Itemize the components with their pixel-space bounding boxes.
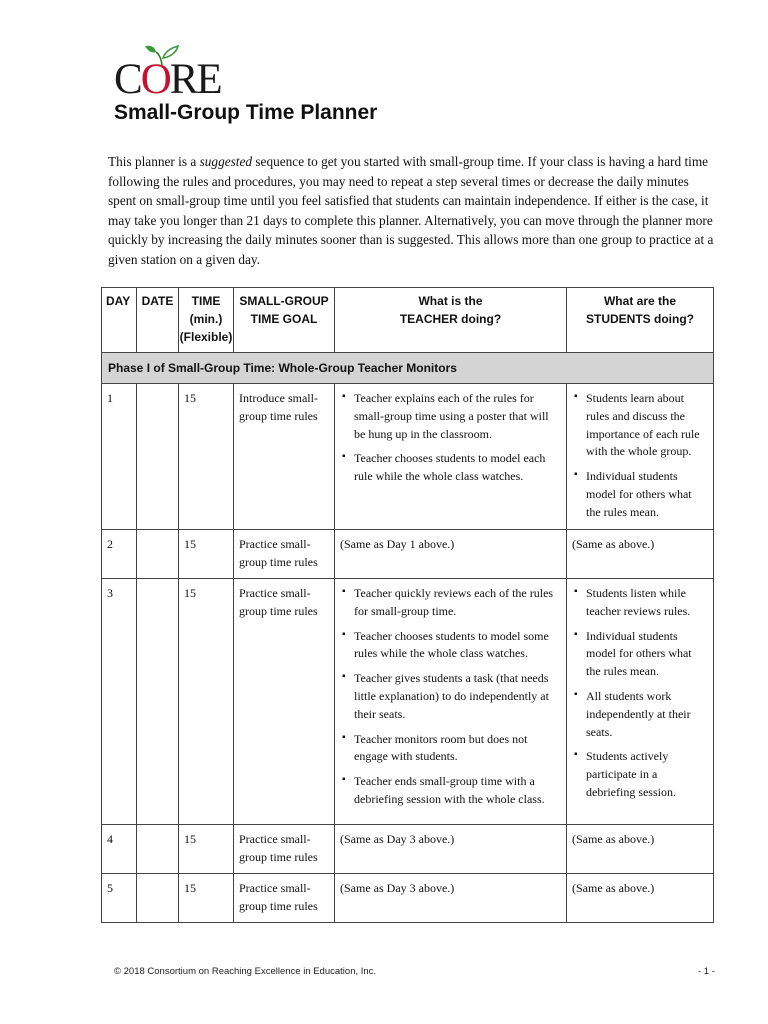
time-cell: 15	[179, 384, 234, 530]
list-item: ▪ Teacher chooses students to model some rules while the whole class watches.	[340, 628, 562, 664]
header-time: TIME (min.) (Flexible)	[179, 288, 234, 353]
time-cell: 15	[179, 579, 234, 825]
table-row	[102, 384, 714, 530]
teacher-cell: (Same as Day 3 above.)	[335, 874, 567, 923]
day-cell: 2	[102, 530, 137, 579]
header-goal: SMALL-GROUP TIME GOAL	[234, 288, 335, 353]
date-cell	[137, 530, 179, 579]
core-logo	[114, 44, 234, 106]
date-cell	[137, 825, 179, 874]
list-item: ▪ All students work independently at their seats.	[572, 688, 709, 741]
date-cell	[137, 874, 179, 923]
intro-paragraph: This planner is a suggested sequence to get you started with small-group time. If your class is having a hard time following the rules and procedures, you may need to repeat a step several times or decrease the daily minutes spent on small-group time until you feel satisfied that students can maintain independence. If either is the case, it may take you longer than 21 days to complete this planner. Alternatively, you can move through the planner more quickly by increasing the daily minutes sooner than is suggested. This allows more than one group to practice at a given station on a given day.	[108, 154, 714, 267]
page-title: Small-Group Time Planner	[114, 101, 378, 124]
list-item: ▪ Teacher monitors room but does not engage with students.	[340, 731, 562, 767]
students-cell	[567, 384, 714, 530]
list-item: ▪ Teacher chooses students to model each rule while the whole class watches.	[340, 450, 562, 486]
list-item: ▪ Teacher quickly reviews each of the rules for small-group time.	[340, 585, 562, 621]
teacher-cell	[335, 579, 567, 825]
list-item: ▪ Teacher explains each of the rules for small-group time using a poster that will be hung up in the classroom.	[340, 390, 562, 443]
header-row	[102, 288, 714, 353]
students-cell: (Same as above.)	[567, 825, 714, 874]
goal-cell: Practice small-group time rules	[234, 530, 335, 579]
teacher-cell: (Same as Day 1 above.)	[335, 530, 567, 579]
header-day: DAY	[102, 288, 137, 353]
table-row	[102, 874, 714, 923]
header-teacher: What is the TEACHER doing?	[335, 288, 567, 353]
list-item: ▪ Students actively participate in a debriefing session.	[572, 748, 709, 801]
students-cell: (Same as above.)	[567, 874, 714, 923]
goal-cell: Practice small-group time rules	[234, 825, 335, 874]
logo-wordmark: CORE	[114, 56, 221, 103]
date-cell	[137, 579, 179, 825]
time-cell: 15	[179, 825, 234, 874]
list-item: ▪ Teacher gives students a task (that needs little explanation) to do independently at their seats.	[340, 670, 562, 723]
goal-cell: Introduce small-group time rules	[234, 384, 335, 530]
list-item: ▪ Individual students model for others what the rules mean.	[572, 628, 709, 681]
date-cell	[137, 384, 179, 530]
goal-cell: Practice small-group time rules	[234, 874, 335, 923]
table-row	[102, 579, 714, 825]
planner-table	[101, 287, 714, 923]
page-number: - 1 -	[698, 966, 715, 977]
phase-label: Phase I of Small-Group Time: Whole-Group Teacher Monitors	[102, 353, 714, 384]
copyright-footer: © 2018 Consortium on Reaching Excellence in Education, Inc.	[114, 966, 377, 977]
header-date: DATE	[137, 288, 179, 353]
list-item: ▪ Individual students model for others what the rules mean.	[572, 468, 709, 521]
time-cell: 15	[179, 530, 234, 579]
teacher-cell	[335, 384, 567, 530]
day-cell: 3	[102, 579, 137, 825]
students-cell: (Same as above.)	[567, 530, 714, 579]
students-cell	[567, 579, 714, 825]
table-row	[102, 825, 714, 874]
day-cell: 1	[102, 384, 137, 530]
list-item: ▪ Students learn about rules and discuss the importance of each rule with the whole group.	[572, 390, 709, 461]
teacher-cell: (Same as Day 3 above.)	[335, 825, 567, 874]
header-students: What are the STUDENTS doing?	[567, 288, 714, 353]
table-row	[102, 530, 714, 579]
day-cell: 4	[102, 825, 137, 874]
goal-cell: Practice small-group time rules	[234, 579, 335, 825]
list-item: ▪ Teacher ends small-group time with a debriefing session with the whole class.	[340, 773, 562, 809]
phase-row	[102, 353, 714, 384]
list-item: ▪ Students listen while teacher reviews rules.	[572, 585, 709, 621]
time-cell: 15	[179, 874, 234, 923]
day-cell: 5	[102, 874, 137, 923]
